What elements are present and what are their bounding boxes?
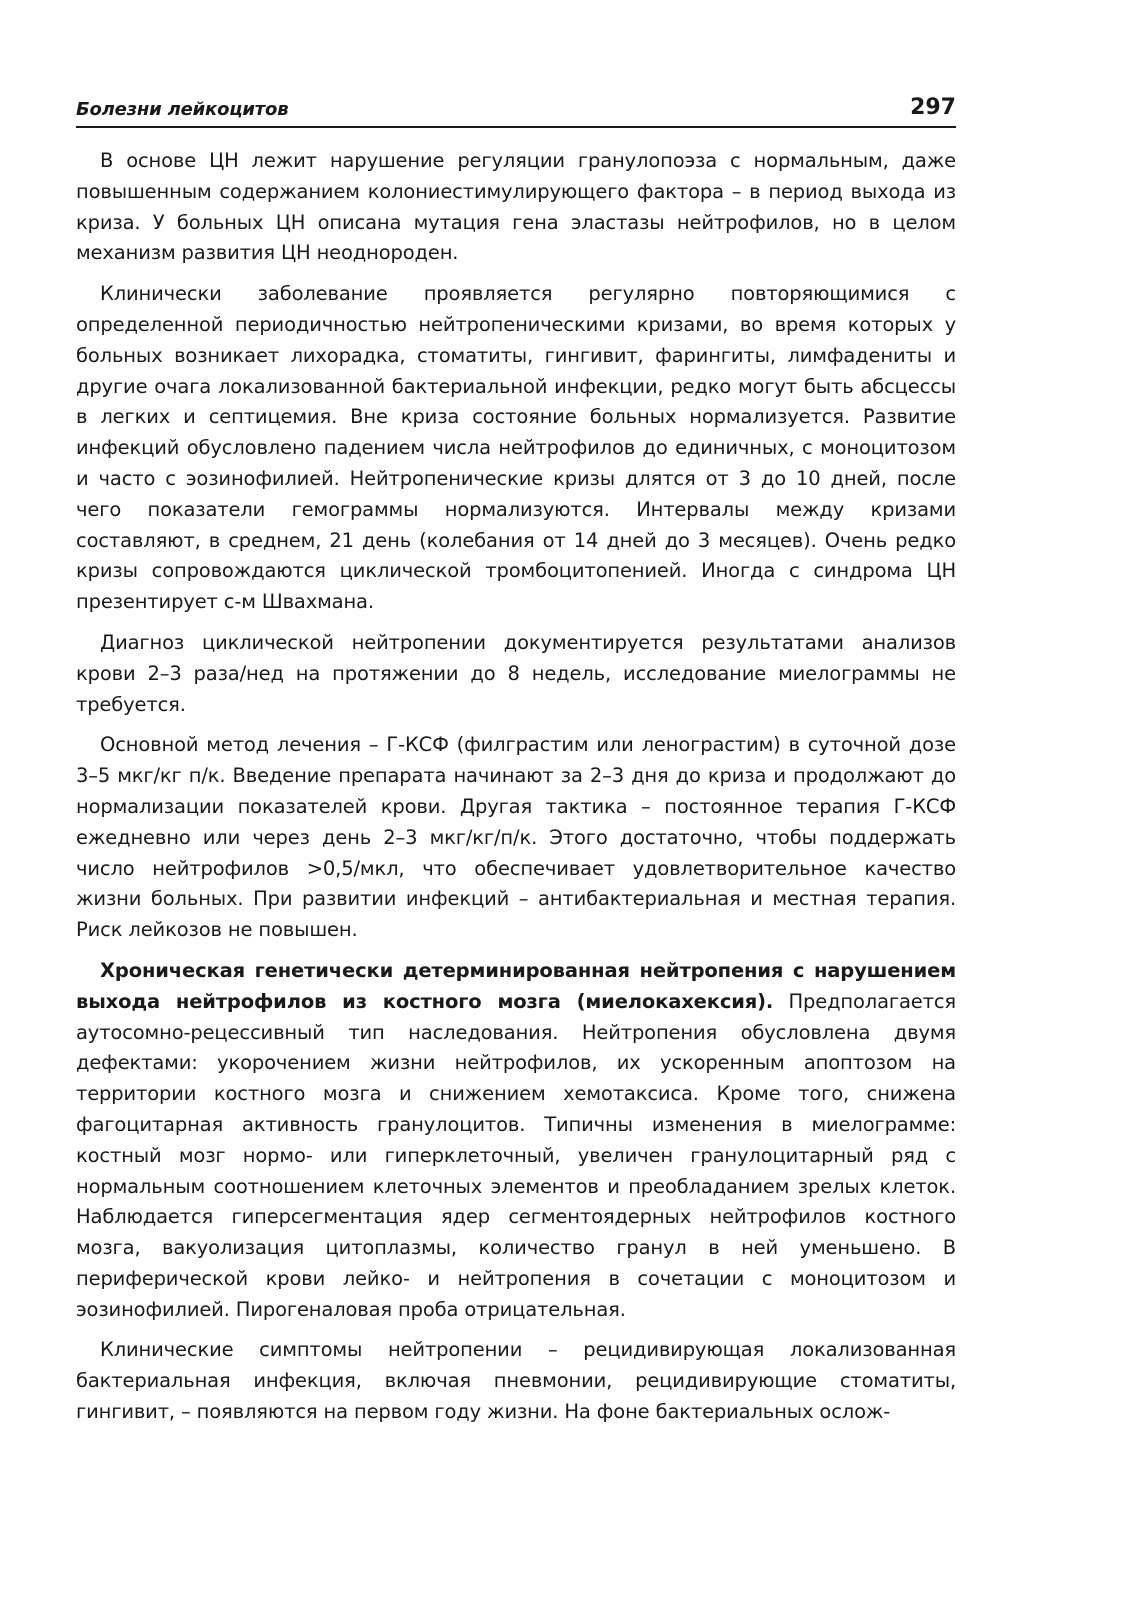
paragraph-pathogenesis: В основе ЦН лежит нарушение регуляции гранулопоэза с нормальным, даже повышенным содержанием колониестимулирующего фактора – в период выхода из криза. У больных ЦН описана мутация гена эластазы нейтрофилов, но в целом механизм развития ЦН неоднороден. xyxy=(76,149,956,265)
paragraph-clinical-picture: Клинически заболевание проявляется регулярно повторяющимися с определенной периодичностью нейтропеническими кризами, во время которых у больных возникает лихорадка, стоматиты, гингивит, фарингиты, лимфадениты и другие очага локализованной бактериальной инфекции, редко могут быть абсцессы в легких и септицемия. Вне криза состояние больных нормализуется. Развитие инфекций обусловлено падением числа нейтрофилов до единичных, с моноцитозом и часто с эозинофилией. Нейтропенические кризы длятся от 3 до 10 дней, после чего показатели гемограммы нормализуются. Интервалы между кризами составляют, в среднем, 21 день (колебания от 14 дней до 3 месяцев). Очень редко кризы сопровождаются циклической тромбоцитопенией. Иногда с синдрома ЦН презентирует с-м Швахмана. xyxy=(76,282,956,614)
paragraph-myelokathexis xyxy=(76,956,956,1326)
chapter-title: Болезни лейкоцитов xyxy=(76,99,289,120)
paragraph-treatment: Основной метод лечения – Г-КСФ (филграстим или ленограстим) в суточной дозе 3–5 мкг/кг п/к. Введение препарата начинают за 2–3 дня до криза и продолжают до нормализации показателей крови. Другая тактика – постоянное терапия Г-КСФ ежедневно или через день 2–3 мкг/кг/п/к. Этого достаточно, чтобы поддержать число нейтрофилов >0,5/мкл, что обеспечивает удовлетворительное качество жизни больных. При развитии инфекций – антибактериальная и местная терапия. Риск лейкозов не повышен. xyxy=(76,733,956,942)
book-page xyxy=(76,88,956,1438)
section-heading: Хроническая генетически детерминированная нейтропения с нарушением выхода нейтрофилов из костного мозга (миелокахексия). xyxy=(76,958,956,1013)
paragraph-symptoms: Клинические симптомы нейтропении – рецидивирующая локализованная бактериальная инфекция, включая пневмонии, рецидивирующие стоматиты, гингивит, – появляются на первом году жизни. На фоне бактериальных ослож- xyxy=(76,1338,956,1424)
body-text xyxy=(76,146,956,1428)
paragraph-diagnosis: Диагноз циклической нейтропении документируется результатами анализов крови 2–3 раза/нед на протяжении до 8 недель, исследование миелограммы не требуется. xyxy=(76,630,956,716)
page-number: 297 xyxy=(910,95,956,120)
paragraph-myelokathexis-text: Предполагается аутосомно-рецессивный тип наследования. Нейтропения обусловлена двумя дефектами: укорочением жизни нейтрофилов, их ускоренным апоптозом на территории костного мозга и снижением хемотаксиса. Кроме того, снижена фагоцитарная активность гранулоцитов. Типичны изменения в миелограмме: костный мозг нормо- или гиперклеточный, увеличен гранулоцитарный ряд с нормальным соотношением клеточных элементов и преобладанием зрелых клеток. Наблюдается гиперсегментация ядер сегментоядерных нейтрофилов костного мозга, вакуолизация цитоплазмы, количество гранул в ней уменьшено. В периферической крови лейко- и нейтропения в сочетации с моноцитозом и эозинофилией. Пирогеналовая проба отрицательная. xyxy=(76,989,956,1321)
running-header xyxy=(76,88,956,128)
